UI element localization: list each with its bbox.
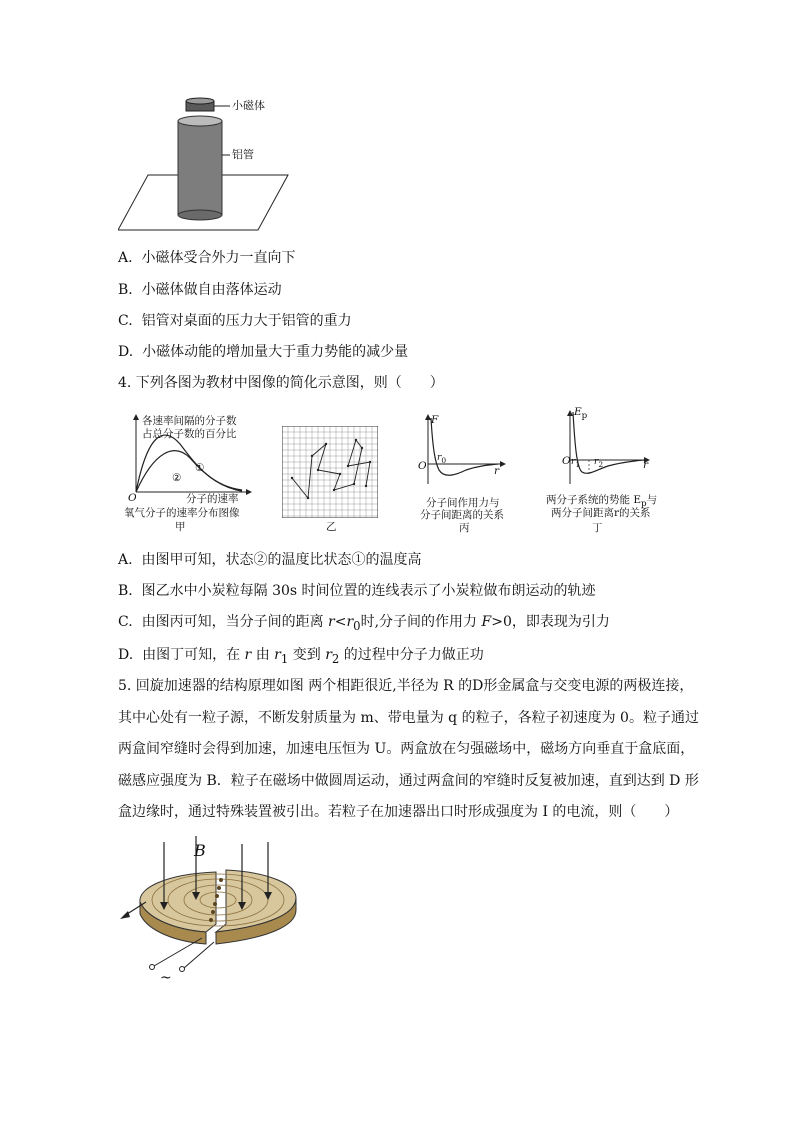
q4-stem: 4. 下列各图为教材中图像的简化示意图，则（ ）: [118, 375, 444, 391]
q4-option-d: D. 由图丁可知，在 r 由 $r_1$ 变到 $r_2$ 的过程中分子力做正功: [118, 647, 484, 666]
fig-jia-curve2-label: ②: [172, 472, 182, 484]
fig-jia-caption: 氧气分子的速率分布图像: [124, 507, 240, 519]
label-magnet: 小磁体: [232, 99, 265, 112]
q3-option-b: B. 小磁体做自由落体运动: [118, 282, 282, 298]
q5-stem-line-2: 其中心处有一粒子源，不断发射质量为 m、带电量为 q 的粒子，各粒子初速度为 0。粒子通过: [118, 710, 699, 726]
cyclotron-ac-label: ~: [160, 970, 172, 986]
fig-ding-tag: 丁: [592, 522, 603, 534]
fig-ding-caption-1: 两分子系统的势能 $E_p$与: [546, 494, 658, 510]
fig-bing-F: F: [431, 414, 439, 426]
fig-yi-brownian-grid: [282, 426, 378, 518]
fig-bing-tag: 丙: [459, 522, 470, 534]
fig-jia-ylabel-2: 占总分子数的百分比: [142, 428, 237, 440]
magnet-tube-figure: [118, 95, 298, 235]
fig-ding-r: r: [643, 459, 649, 471]
q5-stem-line-1: 5. 回旋加速器的结构原理如图 两个相距很近,半径为 R 的D形金属盒与交变电源的两极连接，: [118, 678, 694, 694]
q4-option-b: B. 图乙水中小炭粒每隔 30s 时间位置的连线表示了小炭粒做布朗运动的轨迹: [118, 583, 596, 599]
curve-state-1: [136, 435, 242, 492]
q4-option-c: C. 由图丙可知，当分子间的距离 $r<r_0$时,分子间的作用力 F>0，即表现为引力: [118, 614, 610, 633]
q5-stem-line-5: 盒边缘时，通过特殊装置被引出。若粒子在加速器出口时形成强度为 I 的电流，则（ ）: [118, 804, 679, 820]
fig-bing-O: O: [418, 460, 427, 472]
fig-bing-r: r: [494, 465, 500, 477]
fig-yi-tag: 乙: [326, 521, 337, 533]
fig-jia-ylabel-1: 各速率间隔的分子数: [142, 415, 237, 427]
q5-stem-line-4: 磁感应强度为 B．粒子在磁场中做圆周运动，通过两盒间的窄缝时反复被加速，直到达到 D 形: [118, 773, 699, 789]
fig-jia-curve1-label: ①: [195, 462, 205, 474]
label-tube: 铝管: [232, 148, 254, 161]
fig-jia-origin: O: [128, 492, 137, 504]
fig-ding-r1: $r_1$: [571, 457, 581, 469]
fig-ding-Ep: $E_p$: [574, 406, 588, 422]
fig-jia-tag: 甲: [175, 521, 186, 533]
fig-ding-r2: $r_2$: [594, 457, 604, 469]
q3-option-c: C. 铝管对桌面的压力大于铝管的重力: [118, 313, 352, 329]
fig-bing-r0: $r_0$: [437, 453, 447, 465]
q4-option-a: A. 由图甲可知，状态②的温度比状态①的温度高: [118, 552, 422, 568]
brownian-path: [292, 440, 370, 498]
q5-stem-line-3: 两盒间窄缝时会得到加速，加速电压恒为 U。两盒放在匀强磁场中，磁场方向垂直于盒底面，: [118, 741, 695, 757]
cyclotron-B-label: B: [194, 841, 206, 860]
aluminum-tube: [178, 121, 222, 215]
fig-bing-caption-2: 分子间距离的关系: [420, 509, 504, 521]
fig-bing-caption-1: 分子间作用力与: [426, 497, 500, 509]
q3-option-a: A. 小磁体受合外力一直向下: [118, 250, 296, 266]
fig-jia-xlabel: 分子的速率: [186, 493, 239, 505]
fig-bing-force-distance: [414, 414, 506, 488]
cyclotron-figure: [118, 832, 308, 992]
q3-option-d: D. 小磁体动能的增加量大于重力势能的减少量: [118, 344, 409, 360]
fig-ding-O: O: [562, 455, 571, 467]
fig-ding-caption-2: 两分子间距离r的关系: [551, 507, 651, 519]
